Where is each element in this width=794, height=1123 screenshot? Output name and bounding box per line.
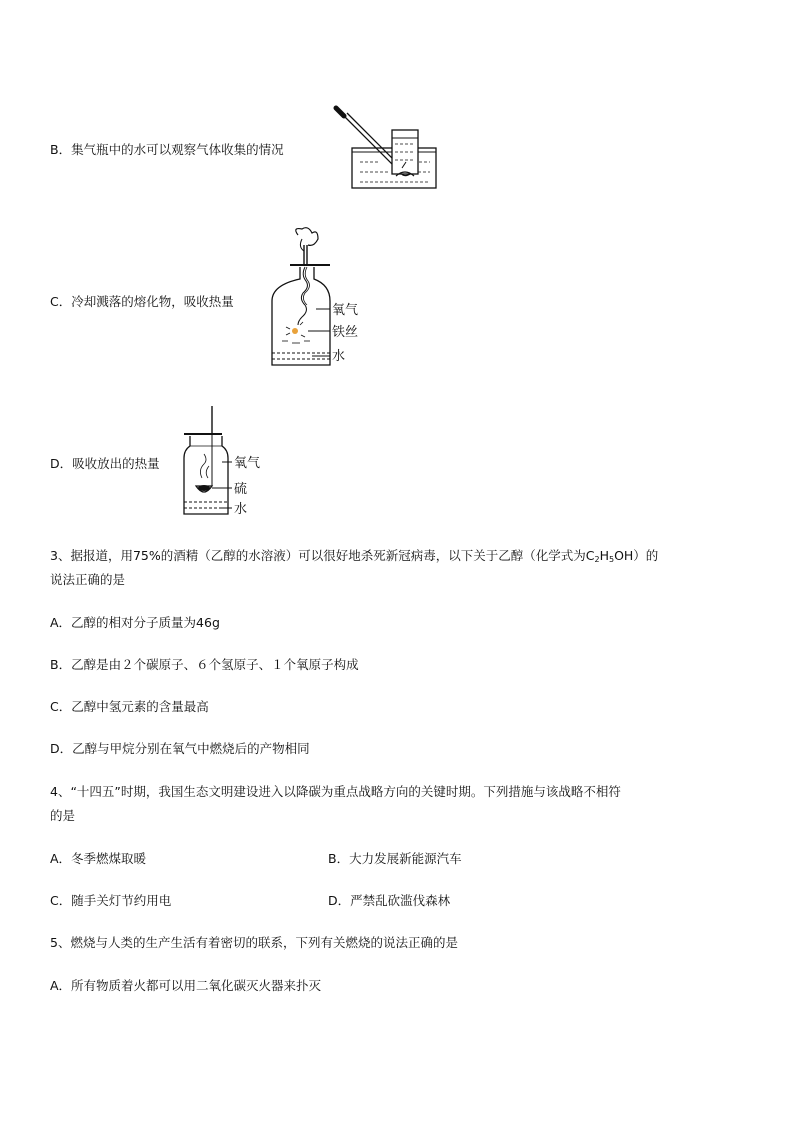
q3-formula-sub1: 2 [594, 555, 600, 564]
q2-option-c: C．冷却溅落的熔化物，吸收热量 [50, 294, 234, 309]
q2-option-b: B．集气瓶中的水可以观察气体收集的情况 [50, 142, 284, 157]
q3-stem-line1 [50, 546, 658, 564]
q4-option-c: C．随手关灯节约用电 [50, 893, 172, 908]
q4-option-b: B．大力发展新能源汽车 [328, 851, 462, 866]
q4-stem-line2: 的是 [50, 808, 76, 823]
q3-stem-part2: OH）的 [614, 548, 659, 563]
label-water-d: 水 [234, 502, 248, 517]
sulfur-combustion-figure [182, 406, 282, 518]
q4-option-a: A．冬季燃煤取暖 [50, 851, 147, 866]
iron-combustion-figure [268, 225, 378, 370]
label-oxygen-c: 氧气 [332, 303, 359, 318]
q3-stem-part1: 3、据报道，用75%的酒精（乙醇的水溶液）可以很好地杀死新冠病毒，以下关于乙醇（化学式为C [50, 548, 595, 563]
q3-stem-line2: 说法正确的是 [50, 572, 126, 587]
label-water-c: 水 [332, 349, 346, 364]
q4-option-d: D．严禁乱砍滥伐森林 [328, 893, 451, 908]
q5-stem: 5、燃烧与人类的生产生活有着密切的联系，下列有关燃烧的说法正确的是 [50, 935, 458, 950]
gas-collection-figure [330, 102, 440, 192]
q3-formula-sub2: 5 [608, 555, 615, 564]
label-iron-wire: 铁丝 [332, 325, 359, 340]
q2-option-d: D．吸收放出的热量 [50, 456, 160, 471]
q4-stem-line1: 4、“十四五”时期，我国生态文明建设进入以降碳为重点战略方向的关键时期。下列措施与该战略不相符 [50, 784, 621, 799]
q3-option-d: D．乙醇与甲烷分别在氧气中燃烧后的产物相同 [50, 741, 310, 756]
q5-option-a: A．所有物质着火都可以用二氧化碳灭火器来扑灭 [50, 978, 322, 993]
q3-option-a: A．乙醇的相对分子质量为46g [50, 615, 220, 630]
label-sulfur: 硫 [234, 482, 248, 497]
label-oxygen-d: 氧气 [234, 456, 261, 471]
q3-option-b: B．乙醇是由２个碳原子、６个氢原子、１个氧原子构成 [50, 657, 359, 672]
q3-option-c: C．乙醇中氢元素的含量最高 [50, 699, 209, 714]
q3-formula-mid: H [599, 548, 609, 563]
